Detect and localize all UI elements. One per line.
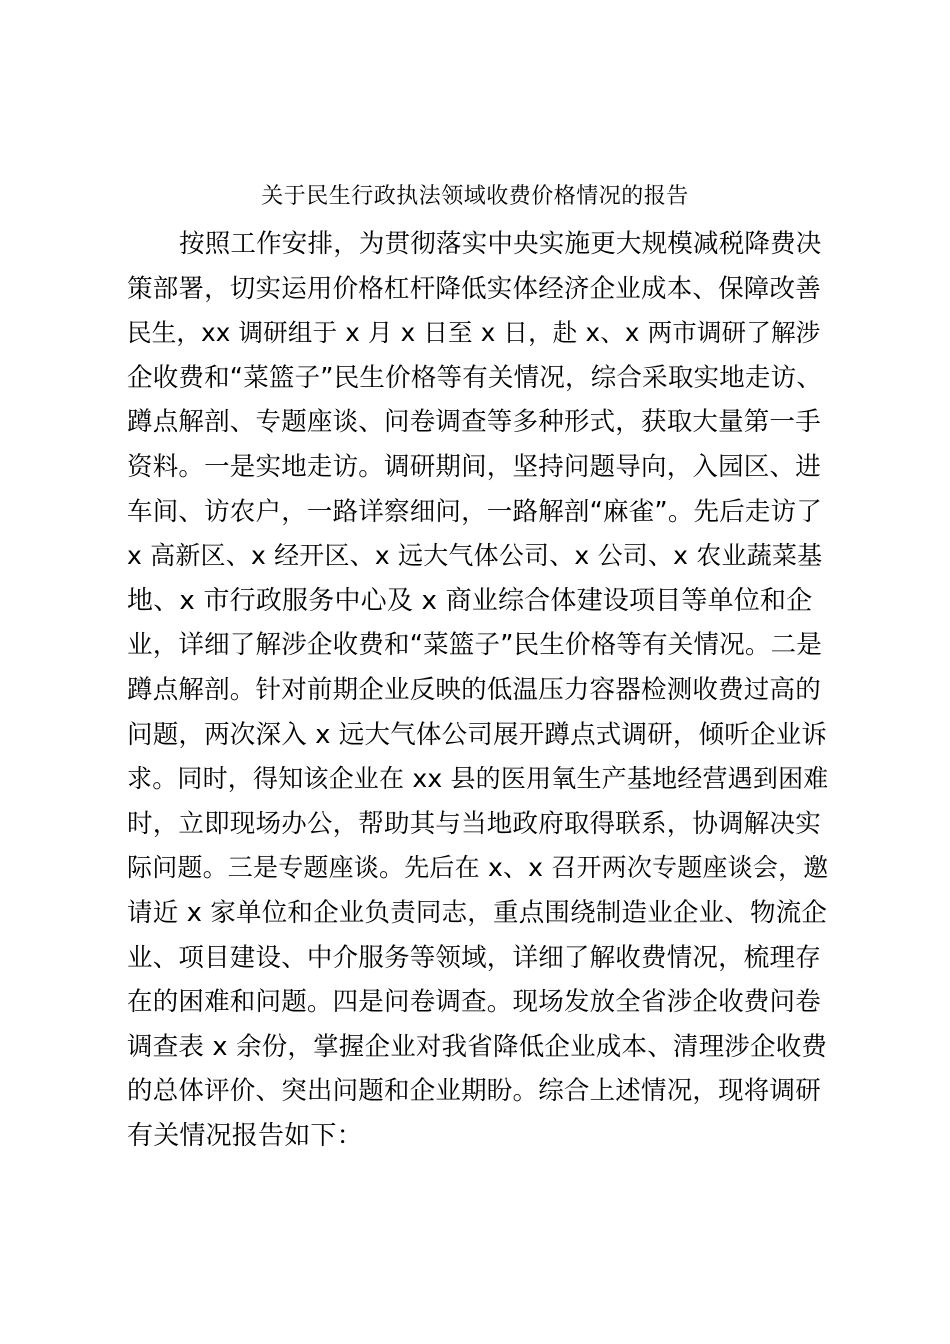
paragraph-line: 车间、访农户，一路详察细问，一路解剖“麻雀”。先后走访了 bbox=[127, 496, 823, 527]
paragraph-line: 的总体评价、突出问题和企业期盼。综合上述情况，现将调研 bbox=[127, 1076, 821, 1107]
paragraph-line: 求。同时，得知该企业在 xx 县的医用氧生产基地经营遇到困难 bbox=[127, 764, 829, 794]
paragraph-line: 民生，xx 调研组于 x 月 x 日至 x 日，赴 x、x 两市调研了解涉 bbox=[127, 318, 821, 348]
paragraph-line: 业、项目建设、中介服务等领域，详细了解收费情况，梳理存 bbox=[127, 942, 821, 973]
paragraph-line: 企收费和“菜篮子”民生价格等有关情况，综合采取实地走访、 bbox=[127, 362, 823, 393]
paragraph-line: 问题，两次深入 x 远大气体公司展开蹲点式调研，倾听企业诉 bbox=[127, 719, 828, 750]
paragraph-line: 调查表 x 余份，掌握企业对我省降低企业成本、清理涉企收费 bbox=[127, 1031, 828, 1062]
paragraph-line: 请近 x 家单位和企业负责同志，重点围绕制造业企业、物流企 bbox=[127, 897, 828, 928]
paragraph-line: 有关情况报告如下： bbox=[127, 1120, 363, 1151]
paragraph-line: 际问题。三是专题座谈。先后在 x、x 召开两次专题座谈会，邀 bbox=[127, 853, 829, 883]
paragraph-line: 地、x 市行政服务中心及 x 商业综合体建设项目等单位和企 bbox=[127, 585, 813, 616]
document-title: 关于民生行政执法领域收费价格情况的报告 bbox=[261, 184, 689, 209]
paragraph-line: 按照工作安排，为贯彻落实中央实施更大规模减税降费决 bbox=[179, 229, 822, 259]
paragraph-line: 蹲点解剖、专题座谈、问卷调查等多种形式，获取大量第一手 bbox=[127, 407, 821, 438]
paragraph-line: 业，详细了解涉企收费和“菜篮子”民生价格等有关情况。二是 bbox=[127, 630, 823, 661]
body-paragraph bbox=[127, 222, 833, 1158]
paragraph-line: 在的困难和问题。四是问卷调查。现场发放全省涉企收费问卷 bbox=[127, 987, 821, 1018]
paragraph-line: 策部署，切实运用价格杠杆降低实体经济企业成本、保障改善 bbox=[127, 273, 821, 304]
paragraph-line: 蹲点解剖。针对前期企业反映的低温压力容器检测收费过高的 bbox=[127, 674, 821, 705]
paragraph-line: 时，立即现场办公，帮助其与当地政府取得联系，协调解决实 bbox=[127, 808, 821, 839]
paragraph-line: 资料。一是实地走访。调研期间，坚持问题导向，入园区、进 bbox=[127, 451, 821, 482]
paragraph-line: x 高新区、x 经开区、x 远大气体公司、x 公司、x 农业蔬菜基 bbox=[127, 541, 823, 571]
